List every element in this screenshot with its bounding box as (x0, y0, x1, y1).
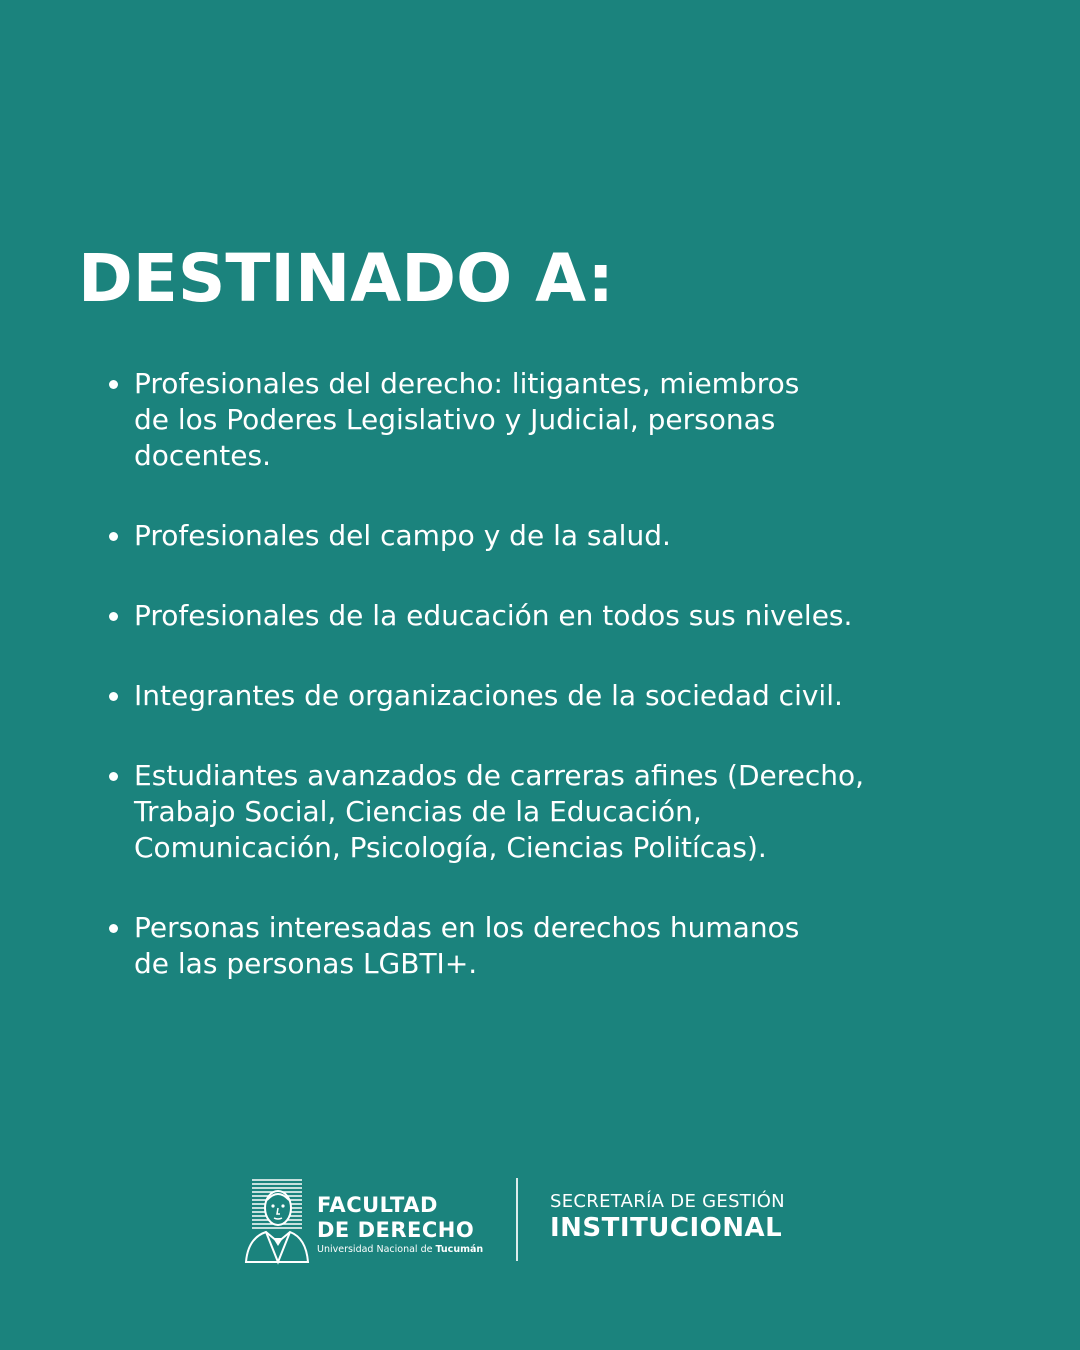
audience-list (134, 366, 1014, 1026)
list-item-line: Profesionales del derecho: litigantes, miembros (134, 367, 800, 400)
list-item-line: Trabajo Social, Ciencias de la Educación, (134, 795, 702, 828)
list-item-line: de los Poderes Legislativo y Judicial, personas (134, 403, 776, 436)
list-item (134, 910, 1014, 982)
list-item (134, 518, 1014, 554)
secretariat-wordmark (550, 1191, 785, 1243)
bullet-icon (109, 692, 118, 701)
footer-logos (244, 1176, 844, 1266)
footer-divider (516, 1178, 518, 1261)
bullet-icon (109, 772, 118, 781)
list-item-line: Profesionales de la educación en todos sus niveles. (134, 599, 853, 632)
page-title: DESTINADO A: (78, 240, 614, 317)
faculty-name-strong: DERECHO (357, 1218, 475, 1242)
list-item-line: Estudiantes avanzados de carreras afines (Derecho, (134, 759, 865, 792)
secretariat-line1: SECRETARÍA DE GESTIÓN (550, 1191, 785, 1212)
list-item (134, 758, 1014, 866)
university-strong: Tucumán (435, 1244, 484, 1255)
university-prefix: Universidad Nacional de (317, 1244, 436, 1255)
list-item-line: Comunicación, Psicología, Ciencias Politícas). (134, 831, 767, 864)
list-item-line: de las personas LGBTI+. (134, 947, 478, 980)
portrait-logo-icon (244, 1176, 310, 1266)
bullet-icon (109, 612, 118, 621)
list-item-line: Profesionales del campo y de la salud. (134, 519, 671, 552)
list-item-line: Integrantes de organizaciones de la sociedad civil. (134, 679, 843, 712)
faculty-name-line1: FACULTAD (317, 1193, 438, 1217)
faculty-name-prefix: DE (317, 1218, 358, 1242)
list-item (134, 366, 1014, 474)
secretariat-line2: INSTITUCIONAL (550, 1213, 783, 1243)
bullet-icon (109, 380, 118, 389)
faculty-name-line2 (317, 1218, 483, 1243)
list-item (134, 598, 1014, 634)
university-name (317, 1243, 483, 1257)
list-item-line: docentes. (134, 439, 271, 472)
list-item (134, 678, 1014, 714)
bullet-icon (109, 532, 118, 541)
list-item-line: Personas interesadas en los derechos humanos (134, 911, 800, 944)
bullet-icon (109, 924, 118, 933)
faculty-wordmark (317, 1193, 483, 1257)
